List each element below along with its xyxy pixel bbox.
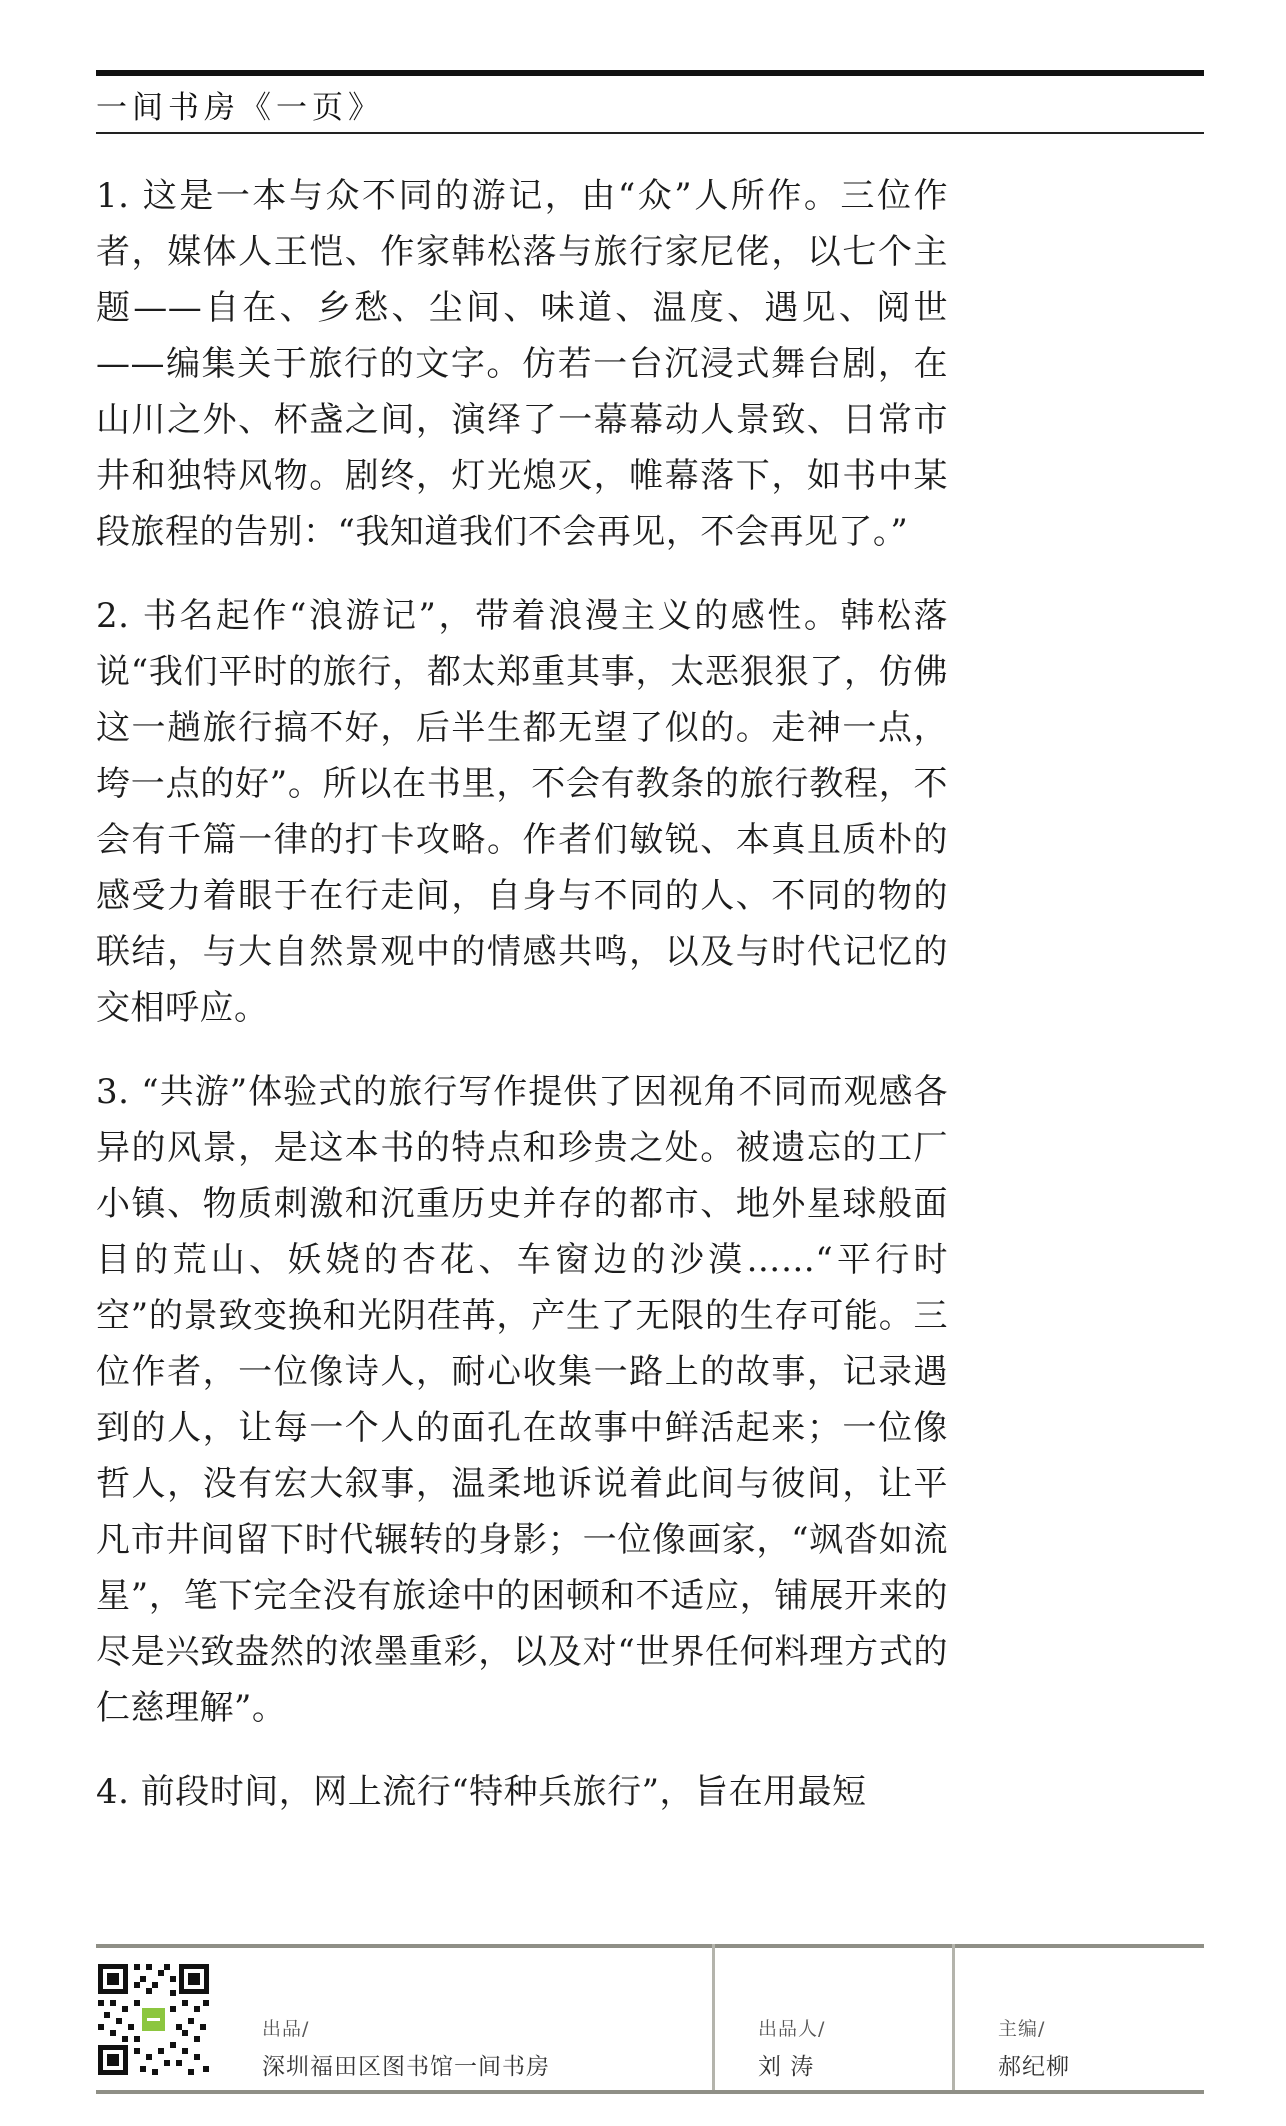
editor-name: 郝纪柳	[998, 2054, 1070, 2080]
footer-column-divider	[712, 1944, 715, 2094]
publisher-label: 出品/	[262, 2018, 310, 2040]
footer-column-divider	[952, 1944, 955, 2094]
producer-label: 出品人/	[758, 2018, 826, 2040]
article-body	[96, 168, 948, 1850]
header-divider	[96, 132, 1204, 134]
qr-code-icon	[96, 1962, 211, 2077]
page-title: 一间书房《一页》	[96, 90, 384, 126]
publisher-name: 深圳福田区图书馆一间书房	[262, 2054, 550, 2080]
editor-label: 主编/	[998, 2018, 1046, 2040]
top-rule	[96, 70, 1204, 76]
paragraph-3: 3. “共游”体验式的旅行写作提供了因视角不同而观感各异的风景，是这本书的特点和珍贵之处。被遗忘的工厂小镇、物质刺激和沉重历史并存的都市、地外星球般面目的荒山、妖娆的杏花、车窗边的沙漠……“平行时空”的景致变换和光阴荏苒，产生了无限的生存可能。三位作者，一位像诗人，耐心收集一路上的故事，记录遇到的人，让每一个人的面孔在故事中鲜活起来；一位像哲人，没有宏大叙事，温柔地诉说着此间与彼间，让平凡市井间留下时代辗转的身影；一位像画家，“飒沓如流星”，笔下完全没有旅途中的困顿和不适应，铺展开来的尽是兴致盎然的浓墨重彩，以及对“世界任何料理方式的仁慈理解”。	[96, 1072, 948, 1728]
paragraph-1: 1. 这是一本与众不同的游记，由“众”人所作。三位作者，媒体人王恺、作家韩松落与旅行家尼佬，以七个主题——自在、乡愁、尘间、味道、温度、遇见、阅世——编集关于旅行的文字。仿若一台沉浸式舞台剧，在山川之外、杯盏之间，演绎了一幕幕动人景致、日常市井和独特风物。剧终，灯光熄灭，帷幕落下，如书中某段旅程的告别：“我知道我们不会再见，不会再见了。”	[96, 176, 948, 552]
paragraph-2: 2. 书名起作“浪游记”，带着浪漫主义的感性。韩松落说“我们平时的旅行，都太郑重其事，太恶狠狠了，仿佛这一趟旅行搞不好，后半生都无望了似的。走神一点，垮一点的好”。所以在书里，不会有教条的旅行教程，不会有千篇一律的打卡攻略。作者们敏锐、本真且质朴的感受力着眼于在行走间，自身与不同的人、不同的物的联结，与大自然景观中的情感共鸣，以及与时代记忆的交相呼应。	[96, 596, 948, 1028]
footer-top-rule	[96, 1944, 1204, 1948]
footer-bottom-rule	[96, 2090, 1204, 2094]
producer-name: 刘 涛	[758, 2054, 815, 2080]
paragraph-4: 4. 前段时间，网上流行“特种兵旅行”，旨在用最短	[96, 1772, 867, 1812]
